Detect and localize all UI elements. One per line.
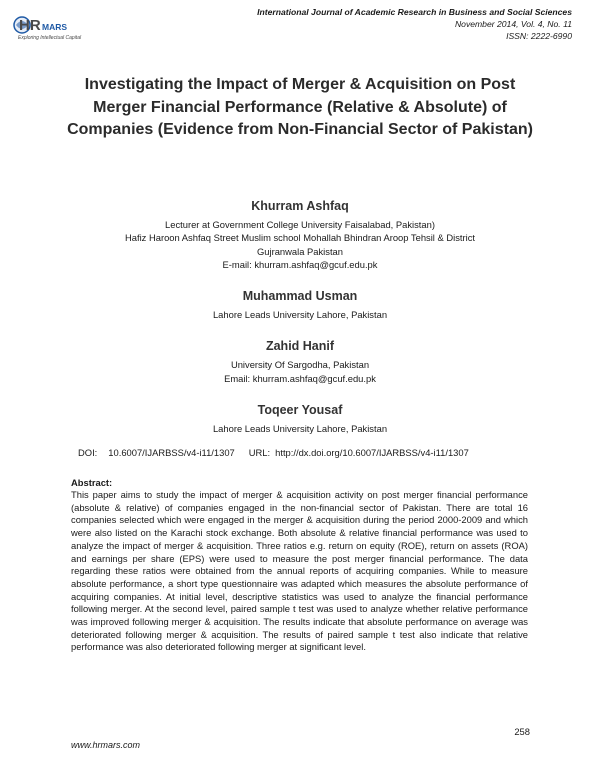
- author-block: [40, 287, 560, 321]
- author-list: [40, 197, 560, 435]
- author-affiliation: University Of Sargodha, Pakistan: [230, 359, 370, 371]
- author-affiliation: Lahore Leads University Lahore, Pakistan: [212, 423, 388, 435]
- author-affiliation: Lecturer at Government College University Faisalabad, Pakistan): [165, 219, 435, 230]
- abstract-text: This paper aims to study the impact of merger & acquisition activity on post merger financial performance (absolute & relative) of companies engaged in the non-financial sector of Pakistan. There are total 16 companies selected which were engaged in the merger & acquisition during the period 2000-2009 and which were also listed on the Karachi stock exchange. Both absolute & relative financial performance was used to analyze the impact of merger & acquisition. Three ratios e.g. return on equity (ROE), return on assets (ROA) and earnings per share (EPS) were used to measure the post merger financial performance. The data regarding these ratios were obtained from the annual reports of acquiring companies. While to measure absolute performance, a short type questionnaire was adapted which measures the absolute performance of acquiring companies. At initial level, descriptive statistics was used to analyze the financial performance following merger. At the second level, paired sample t test was used to analyze whether relative performance was improved following merger & acquisition. The results indicate that absolute performance on average was deteriorated following merger & acquisition. The results of paired sample t test also indicate that relative performance was also deteriorated following merger at significant level.: [71, 489, 528, 653]
- abstract-section: [71, 476, 528, 654]
- paper-title: Investigating the Impact of Merger & Acquisition on Post Merger Financial Performance (Relative & Absolute) of Companies (Evidence from Non-Financial Sector of Pakistan): [67, 76, 533, 138]
- logo-tagline: Exploring Intellectual Capital: [18, 35, 82, 41]
- author-email: E-mail: khurram.ashfaq@gcuf.edu.pk: [222, 258, 378, 270]
- url-link[interactable]: http://dx.doi.org/10.6007/IJARBSS/v4-i11/1307: [275, 447, 469, 458]
- doi-label: DOI:: [78, 447, 98, 458]
- abstract-heading: Abstract:: [71, 477, 113, 488]
- page-number: 258: [514, 726, 530, 737]
- author-affiliation: Lahore Leads University Lahore, Pakistan: [212, 309, 388, 321]
- logo-brand-small: MARS: [42, 22, 68, 32]
- author-email: Email: khurram.ashfaq@gcuf.edu.pk: [224, 372, 376, 384]
- author-name: Zahid Hanif: [265, 339, 335, 354]
- author-address: Hafiz Haroon Ashfaq Street Muslim school Mohallah Bhindran Aroop Tehsil & District: [125, 232, 475, 244]
- doi-value[interactable]: 10.6007/IJARBSS/v4-i11/1307: [108, 447, 235, 458]
- website-link[interactable]: www.hrmars.com: [71, 740, 141, 750]
- author-block: [40, 401, 560, 435]
- doi-line: [78, 446, 483, 459]
- hrmars-logo: [12, 12, 98, 46]
- journal-issue: November 2014, Vol. 4, No. 11: [454, 19, 572, 29]
- hrmars-logo-graphic: [12, 12, 98, 46]
- author-name: Muhammad Usman: [242, 289, 358, 304]
- url-label: URL:: [248, 447, 271, 458]
- journal-header: [257, 6, 572, 42]
- author-block: [40, 197, 560, 271]
- journal-issn: ISSN: 2222-6990: [506, 31, 572, 41]
- author-name: Toqeer Yousaf: [257, 403, 343, 418]
- author-name: Khurram Ashfaq: [251, 199, 349, 213]
- author-block: [40, 337, 560, 385]
- author-address: Gujranwala Pakistan: [257, 245, 343, 257]
- logo-brand-big: HR: [19, 17, 41, 34]
- journal-name: International Journal of Academic Research in Business and Social Sciences: [257, 7, 572, 17]
